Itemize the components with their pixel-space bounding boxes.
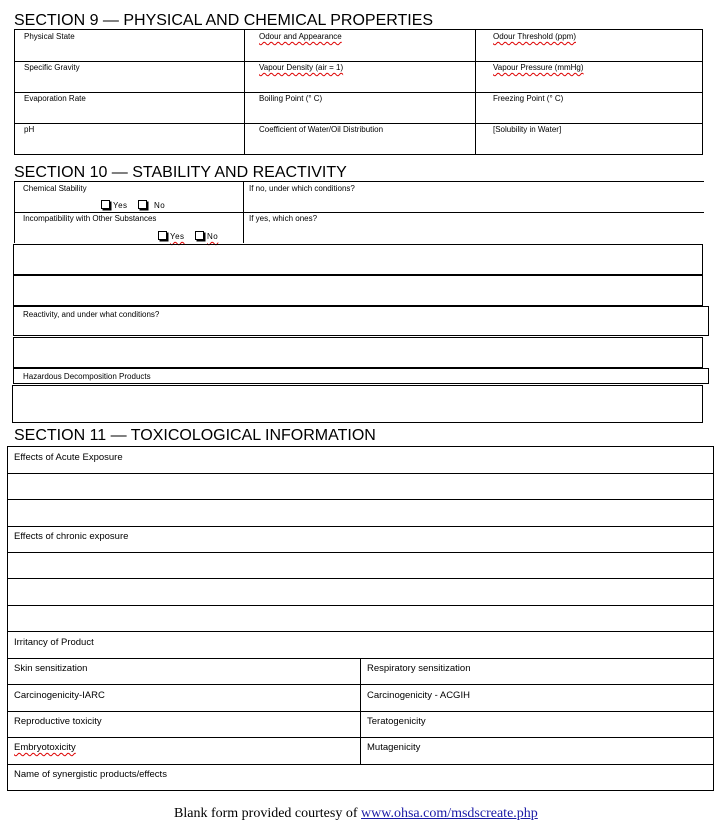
row-divider: [7, 526, 714, 527]
section-11-title: SECTION 11 — TOXICOLOGICAL INFORMATION: [14, 427, 376, 444]
row-divider: [7, 605, 714, 606]
boiling-point-label: Boiling Point (° C): [259, 94, 323, 103]
row-divider: [7, 552, 714, 553]
carcinogenicity-acgih-label: Carcinogenicity - ACGIH: [367, 690, 470, 701]
carcinogenicity-iarc-label: Carcinogenicity-IARC: [14, 690, 105, 701]
freezing-point-label: Freezing Point (° C): [493, 94, 564, 103]
physical-state-label: Physical State: [24, 32, 75, 41]
row-divider: [14, 61, 703, 62]
embryotoxicity-label: Embryotoxicity: [14, 742, 76, 753]
no-label: No: [154, 201, 166, 210]
incompatibility-entry-box[interactable]: [13, 244, 703, 275]
footer-text: Blank form provided courtesy of: [174, 806, 362, 821]
incompatibility-entry-box[interactable]: [13, 275, 703, 306]
chronic-exposure-label: Effects of chronic exposure: [14, 531, 129, 542]
odour-threshold-label: Odour Threshold (ppm): [493, 32, 576, 41]
mutagenicity-label: Mutagenicity: [367, 742, 421, 753]
row-divider: [14, 123, 703, 124]
stability-yes-checkbox[interactable]: [101, 200, 128, 210]
checkbox-square: [101, 200, 110, 209]
teratogenicity-label: Teratogenicity: [367, 716, 426, 727]
vapour-density-label: Vapour Density (air = 1): [259, 63, 344, 72]
row-divider: [7, 631, 714, 632]
checkbox-square: [195, 231, 204, 240]
vapour-pressure-label: Vapour Pressure (mmHg): [493, 63, 584, 72]
irritancy-label: Irritancy of Product: [14, 637, 94, 648]
yes-label: Yes: [170, 232, 185, 241]
if-no-label: If no, under which conditions?: [249, 184, 355, 193]
no-label: No: [207, 232, 219, 241]
odour-appearance-label: Odour and Appearance: [259, 32, 342, 41]
row-divider: [7, 578, 714, 579]
skin-sensitization-label: Skin sensitization: [14, 663, 88, 674]
respiratory-sensitization-label: Respiratory sensitization: [367, 663, 471, 674]
row-divider: [14, 212, 704, 213]
stability-no-checkbox[interactable]: [138, 200, 165, 210]
acute-exposure-label: Effects of Acute Exposure: [14, 452, 123, 463]
row-divider: [14, 92, 703, 93]
checkbox-square: [138, 200, 147, 209]
water-oil-coefficient-label: Coefficient of Water/Oil Distribution: [259, 125, 384, 134]
checkbox-square: [158, 231, 167, 240]
incompatibility-label: Incompatibility with Other Substances: [23, 214, 157, 223]
evaporation-rate-label: Evaporation Rate: [24, 94, 86, 103]
reproductive-toxicity-label: Reproductive toxicity: [14, 716, 102, 727]
reactivity-entry-box[interactable]: [13, 337, 703, 368]
solubility-label: [Solubility in Water]: [493, 125, 562, 134]
section-10-title: SECTION 10 — STABILITY AND REACTIVITY: [14, 164, 347, 181]
chemical-stability-label: Chemical Stability: [23, 184, 87, 193]
ph-label: pH: [24, 125, 35, 134]
row-divider: [7, 473, 714, 474]
column-divider: [360, 658, 361, 764]
incompatibility-yes-checkbox[interactable]: [158, 231, 185, 241]
if-yes-label: If yes, which ones?: [249, 214, 318, 223]
synergistic-products-label: Name of synergistic products/effects: [14, 769, 167, 780]
row-divider: [7, 499, 714, 500]
footer-credit: [174, 806, 538, 822]
incompatibility-no-checkbox[interactable]: [195, 231, 218, 241]
reactivity-label: Reactivity, and under what conditions?: [23, 310, 160, 319]
footer-link[interactable]: www.ohsa.com/msdscreate.php: [361, 806, 538, 821]
specific-gravity-label: Specific Gravity: [24, 63, 80, 72]
hazardous-decomposition-entry-box[interactable]: [12, 385, 703, 423]
hazardous-decomposition-label: Hazardous Decomposition Products: [23, 372, 151, 381]
yes-label: Yes: [113, 201, 128, 210]
section-9-title: SECTION 9 — PHYSICAL AND CHEMICAL PROPERTIES: [14, 12, 434, 29]
row-divider: [7, 764, 714, 765]
section-10-rule: [14, 181, 704, 182]
